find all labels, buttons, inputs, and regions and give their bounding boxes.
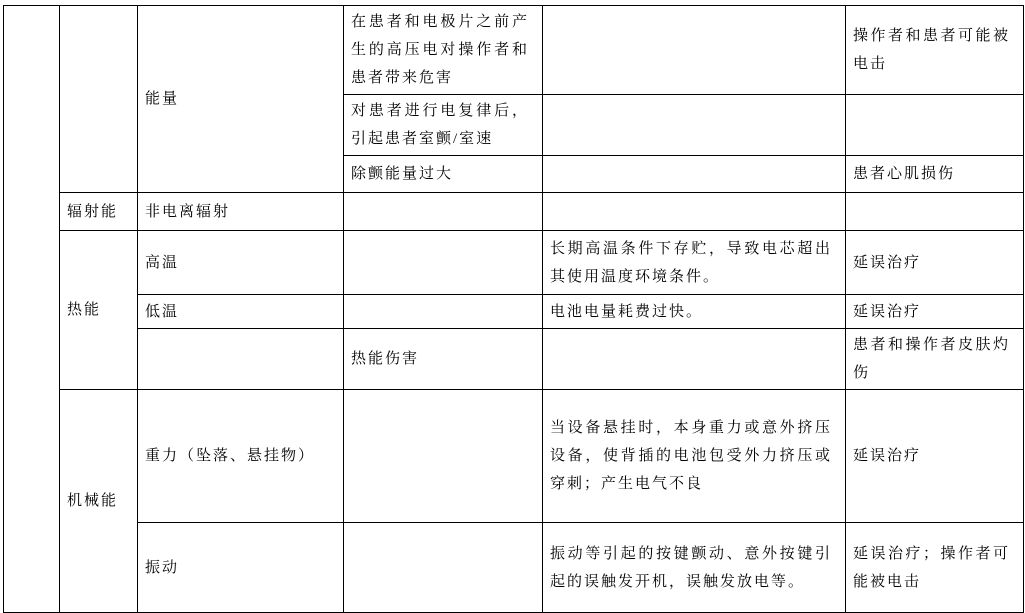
cell-empty [344,193,543,231]
cell-hazard-energy: 能量 [138,6,344,193]
cell-empty [543,6,846,95]
cell-empty [846,193,1024,231]
cell-outer-category-spanner [4,6,60,613]
cell-harm-delayed-treatment: 延误治疗 [846,295,1024,329]
table-row [4,6,1024,95]
cell-source-non-ionizing-radiation: 非电离辐射 [138,193,344,231]
table-row [4,295,1024,329]
cell-event-vibration-misfire: 振动等引起的按键颤动、意外按键引起的误触发开机，误触发放电等。 [543,523,846,613]
cell-event-cardioversion: 对患者进行电复律后，引起患者室颤/室速 [344,95,543,156]
cell-empty [846,95,1024,156]
table-row [4,523,1024,613]
cell-empty [543,193,846,231]
cell-harm-myocardial-injury: 患者心肌损伤 [846,156,1024,193]
cell-hazard-radiation: 辐射能 [60,193,138,231]
cell-event-thermal-injury: 热能伤害 [344,329,543,390]
cell-event-suspension-crush: 当设备悬挂时，本身重力或意外挤压设备，使背插的电池包受外力挤压或穿刺；产生电气不良 [543,390,846,523]
cell-energy-group-spanner [60,6,138,193]
cell-source-low-temperature: 低温 [138,295,344,329]
table-row [4,231,1024,295]
risk-analysis-table [3,5,1024,613]
cell-empty [543,329,846,390]
cell-event-excess-defib-energy: 除颤能量过大 [344,156,543,193]
cell-source-high-temperature: 高温 [138,231,344,295]
cell-harm-delayed-treatment: 延误治疗 [846,390,1024,523]
cell-harm-delayed-treatment-shock: 延误治疗；操作者可能被电击 [846,523,1024,613]
table-row [4,193,1024,231]
cell-hazard-mechanical: 机械能 [60,390,138,613]
cell-harm-electric-shock: 操作者和患者可能被电击 [846,6,1024,95]
table-row [4,390,1024,523]
cell-empty [344,295,543,329]
cell-empty [344,390,543,523]
cell-harm-skin-burn: 患者和操作者皮肤灼伤 [846,329,1024,390]
cell-source-vibration: 振动 [138,523,344,613]
cell-harm-delayed-treatment: 延误治疗 [846,231,1024,295]
cell-empty [543,95,846,156]
cell-event-high-temp-storage: 长期高温条件下存贮，导致电芯超出其使用温度环境条件。 [543,231,846,295]
cell-empty [543,156,846,193]
cell-hazard-thermal: 热能 [60,231,138,390]
cell-event-electrode-high-voltage: 在患者和电极片之前产生的高压电对操作者和患者带来危害 [344,6,543,95]
cell-event-battery-drain: 电池电量耗费过快。 [543,295,846,329]
cell-source-gravity: 重力（坠落、悬挂物） [138,390,344,523]
cell-empty [344,523,543,613]
cell-empty [344,231,543,295]
cell-empty [138,329,344,390]
table-row [4,329,1024,390]
